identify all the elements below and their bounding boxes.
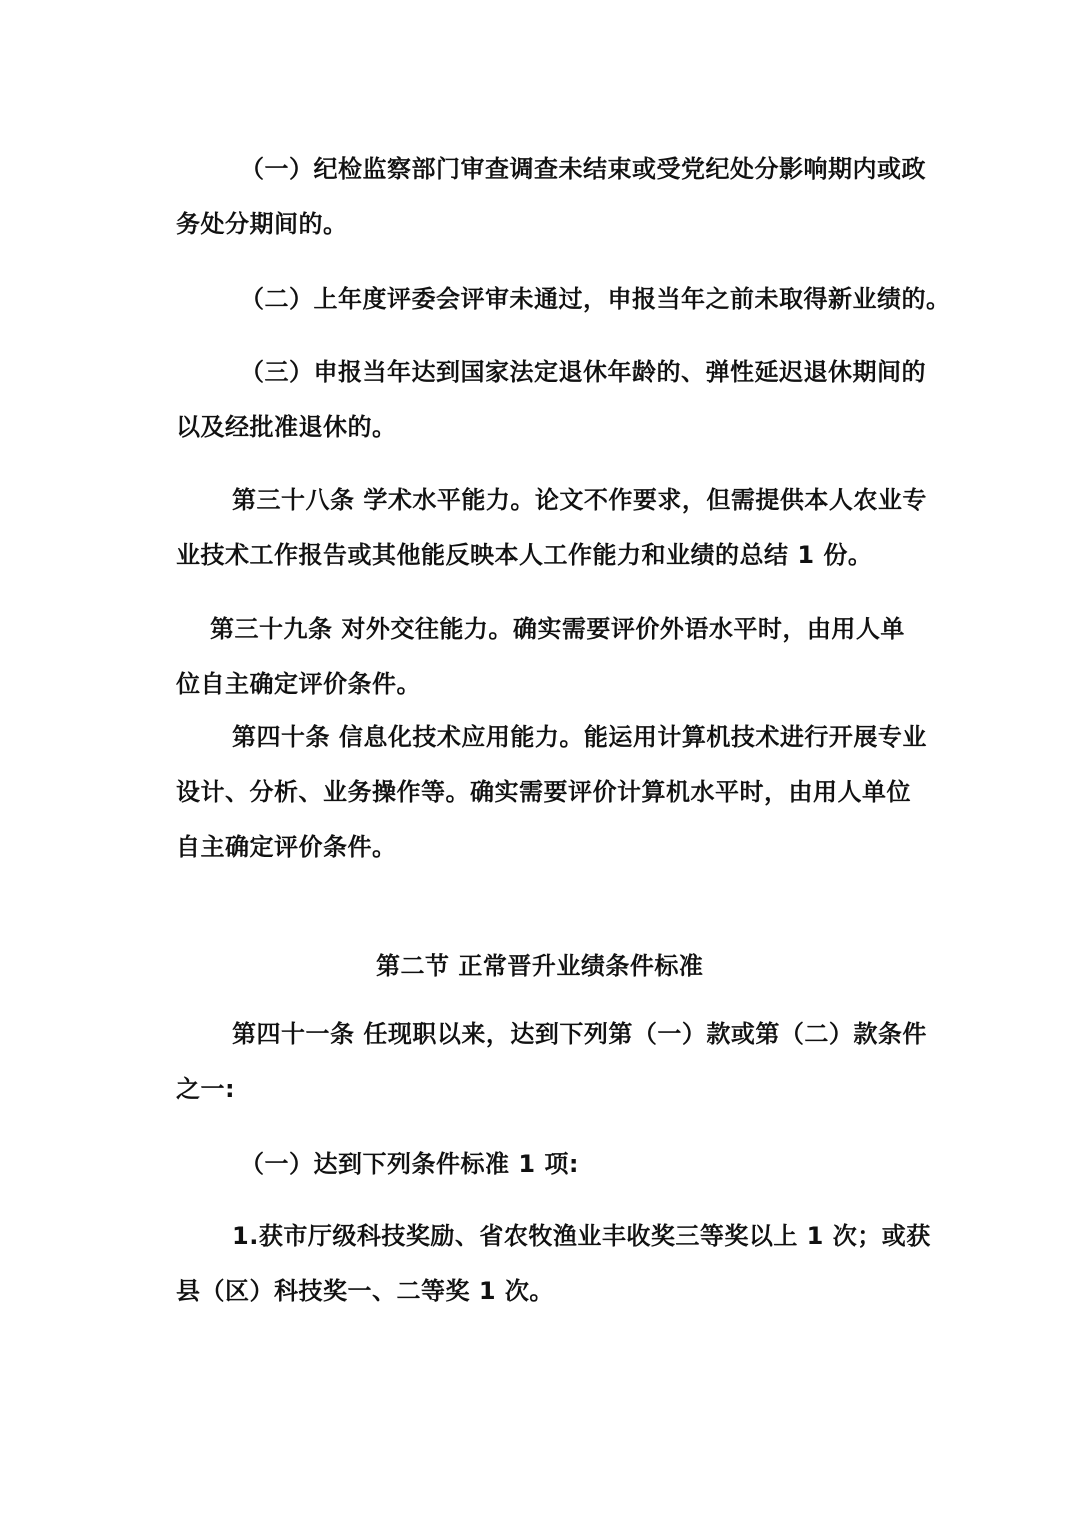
paragraph-line: （一）达到下列条件标准 1 项: [240,1150,580,1178]
paragraph-line: 位自主确定评价条件。 [176,670,421,698]
paragraph-line: 务处分期间的。 [176,210,348,238]
section-heading: 第二节 正常晋升业绩条件标准 [376,952,704,980]
paragraph-line: （三）申报当年达到国家法定退休年龄的、弹性延迟退休期间的 [240,358,926,386]
paragraph-line: 第三十九条 对外交往能力。确实需要评价外语水平时，由用人单 [210,615,905,643]
paragraph-line: 以及经批准退休的。 [176,413,397,441]
paragraph-line: 之一: [176,1075,236,1103]
paragraph-line: 设计、分析、业务操作等。确实需要评价计算机水平时，由用人单位 [176,778,911,806]
paragraph-line: 第三十八条 学术水平能力。论文不作要求，但需提供本人农业专 [232,486,927,514]
paragraph-line: （二）上年度评委会评审未通过，申报当年之前未取得新业绩的。 [240,285,951,313]
paragraph-line: 第四十一条 任现职以来，达到下列第（一）款或第（二）款条件 [232,1020,927,1048]
paragraph-line: 1.获市厅级科技奖励、省农牧渔业丰收奖三等奖以上 1 次；或获 [232,1222,931,1250]
paragraph-line: 自主确定评价条件。 [176,833,397,861]
paragraph-line: 县（区）科技奖一、二等奖 1 次。 [176,1277,554,1305]
paragraph-line: （一）纪检监察部门审查调查未结束或受党纪处分影响期内或政 [240,155,926,183]
paragraph-line: 第四十条 信息化技术应用能力。能运用计算机技术进行开展专业 [232,723,927,751]
paragraph-line: 业技术工作报告或其他能反映本人工作能力和业绩的总结 1 份。 [176,541,873,569]
